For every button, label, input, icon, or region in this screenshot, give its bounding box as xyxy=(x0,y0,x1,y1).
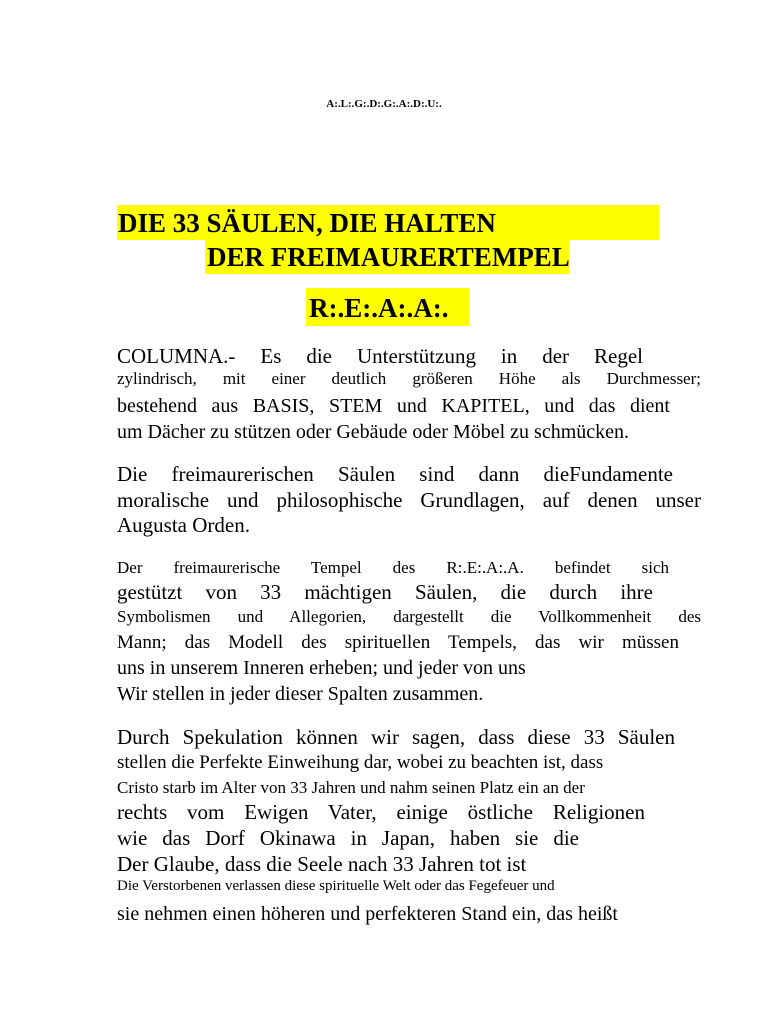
body-line: wie das Dorf Okinawa in Japan, haben sie die xyxy=(117,826,579,850)
body-line: Augusta Orden. xyxy=(117,513,250,537)
body-line: stellen die Perfekte Einweihung dar, wobei zu beachten ist, dass xyxy=(117,752,604,773)
body-line: gestützt von 33 mächtigen Säulen, die durch ihre xyxy=(117,580,653,604)
body-line: Der freimaurerische Tempel des R:.E:.A:.A. befindet sich xyxy=(117,558,669,577)
body-line: Wir stellen in jeder dieser Spalten zusammen. xyxy=(117,683,484,705)
body-line: sie nehmen einen höheren und perfekteren Stand ein, das heißt xyxy=(117,903,618,925)
body-line: COLUMNA.- Es die Unterstützung in der Regel xyxy=(117,344,643,368)
body-line: uns in unserem Inneren erheben; und jeder von uns xyxy=(117,657,526,679)
subtitle: R:.E:.A:.A:. xyxy=(309,293,449,323)
body-line: Die Verstorbenen verlassen diese spirituelle Welt oder das Fegefeuer und xyxy=(117,878,555,894)
body-line: rechts vom Ewigen Vater, einige östliche Religionen xyxy=(117,800,645,824)
body-line: zylindrisch, mit einer deutlich größeren Höhe als Durchmesser; xyxy=(117,369,701,388)
body-line: Cristo starb im Alter von 33 Jahren und nahm seinen Platz ein an der xyxy=(117,778,585,797)
body-line: Die freimaurerischen Säulen sind dann dieFundamente xyxy=(117,462,673,486)
body-line: bestehend aus BASIS, STEM und KAPITEL, und das dient xyxy=(117,395,670,417)
body-line: moralische und philosophische Grundlagen, auf denen unser xyxy=(117,488,701,512)
body-line: Der Glaube, dass die Seele nach 33 Jahren tot ist xyxy=(117,852,527,876)
title-line-1: DIE 33 SÄULEN, DIE HALTEN xyxy=(118,208,496,238)
document-header: A:.L:.G:.D:.G:.A:.D:.U:. xyxy=(326,98,442,110)
body-line: Symbolismen und Allegorien, dargestellt die Vollkommenheit des xyxy=(117,607,701,626)
body-line: Durch Spekulation können wir sagen, dass diese 33 Säulen xyxy=(117,725,675,749)
title-line-2-highlighted: DER FREIMAURERTEMP xyxy=(207,242,534,272)
body-line: um Dächer zu stützen oder Gebäude oder Möbel zu schmücken. xyxy=(117,421,630,443)
title-line-2-rest: EL xyxy=(533,242,570,272)
title-line-2 xyxy=(207,244,570,271)
body-line: Mann; das Modell des spirituellen Tempels, das wir müssen xyxy=(117,632,679,653)
